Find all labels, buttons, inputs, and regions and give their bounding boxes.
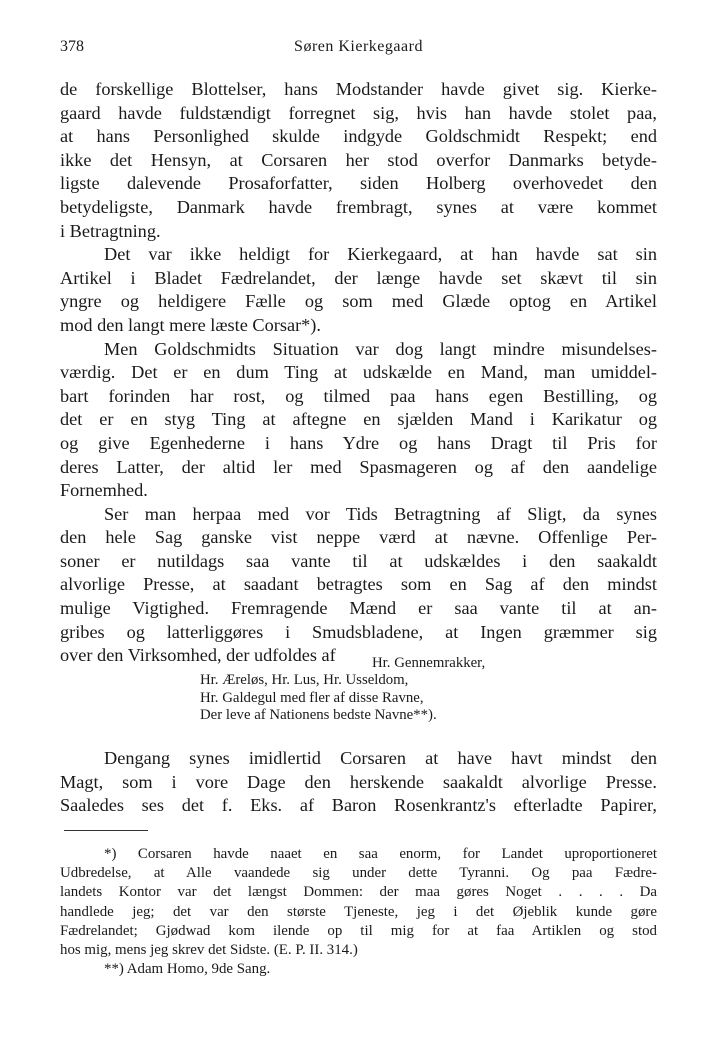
verse-line: Hr. Gennemrakker, xyxy=(372,655,486,671)
text-line: Dengang synes imidlertid Corsaren at have havt mindst den xyxy=(104,748,657,768)
footnote-line: Udbredelse, at Alle vaandede sig under dette Tyranni. Og paa Fædre- xyxy=(60,865,657,882)
text-line: yngre og heldigere Fælle og som med Glæde optog en Artikel xyxy=(60,291,657,312)
text-line: Det var ikke heldigt for Kierkegaard, at han havde sat sin xyxy=(104,244,657,265)
text-line: at hans Personlighed skulde indgyde Goldschmidt Respekt; end xyxy=(60,126,657,147)
text-line: Fornemhed. xyxy=(60,480,148,501)
footnote-line: landets Kontor var det længst Dommen: der maa gøres Noget . . . . Da xyxy=(60,884,657,901)
text-line: værdig. Det er en dum Ting at udskælde en Mand, man umiddel- xyxy=(60,362,657,383)
footnotes xyxy=(60,845,657,979)
text-line: ligste dalevende Prosaforfatter, siden Holberg overhovedet den xyxy=(60,173,657,194)
footnote-line: Fædrelandet; Gjødwad kom ilende op til mig for at faa Artiklen og stod xyxy=(60,922,657,939)
verse-quote xyxy=(200,655,540,725)
text-line: Ser man herpaa med vor Tids Betragtning af Sligt, da synes xyxy=(104,503,657,524)
text-line: bart forinden har rost, og tilmed paa hans egen Bestilling, og xyxy=(60,385,657,406)
page-header xyxy=(60,38,657,62)
main-text xyxy=(60,78,657,668)
text-line: ikke det Hensyn, at Corsaren her stod overfor Danmarks betyde- xyxy=(60,149,657,170)
text-line: den hele Sag ganske vist neppe værd at nævne. Offenlige Per- xyxy=(60,527,657,548)
text-line: gribes og latterliggøres i Smudsbladene, at Ingen græmmer sig xyxy=(60,621,657,642)
text-line: Saaledes ses det f. Eks. af Baron Rosenkrantz's efterladte Papirer, xyxy=(60,795,657,816)
text-line: i Betragtning. xyxy=(60,220,161,241)
text-line: mod den langt mere læste Corsar*). xyxy=(60,314,321,335)
verse-line: Der leve af Nationens bedste Navne**). xyxy=(200,707,437,724)
text-line: det er en styg Ting at aftegne en sjælden Mand i Karikatur og xyxy=(60,409,657,430)
text-line: soner er nutildags saa vante til at udskældes i den saakaldt xyxy=(60,550,657,571)
footnote-line: *) Corsaren havde naaet en saa enorm, for Landet uproportioneret xyxy=(104,846,657,862)
text-line: alvorlige Presse, at saadant betragtes som en Sag af den mindst xyxy=(60,574,657,595)
text-line: Men Goldschmidts Situation var dog langt mindre misundelses- xyxy=(104,338,657,359)
text-line: gaard havde fuldstændigt forregnet sig, hvis han havde stolet paa, xyxy=(60,102,657,123)
footnote-line: hos mig, mens jeg skrev det Sidste. (E. P. II. 314.) xyxy=(60,941,358,958)
text-line: betydeligste, Danmark havde frembragt, synes at være kommet xyxy=(60,196,657,217)
footnote-line: **) Adam Homo, 9de Sang. xyxy=(104,961,271,978)
running-title: Søren Kierkegaard xyxy=(294,38,423,55)
page-number: 378 xyxy=(60,38,84,55)
text-line: de forskellige Blottelser, hans Modstander havde givet sig. Kierke- xyxy=(60,79,657,99)
text-line: mulige Vigtighed. Fremragende Mænd er saa vante til at an- xyxy=(60,598,657,619)
verse-line: Hr. Galdegul med fler af disse Ravne, xyxy=(200,689,424,706)
text-line: Artikel i Bladet Fædrelandet, der længe havde set skævt til sin xyxy=(60,267,657,288)
footnote-line: handlede jeg; det var den største Tjeneste, jeg i det Øjeblik kunde gøre xyxy=(60,903,657,920)
footnote-divider xyxy=(64,830,148,831)
text-line: Magt, som i vore Dage den herskende saakaldt alvorlige Presse. xyxy=(60,771,657,792)
continuation-paragraph xyxy=(60,747,657,818)
text-line: deres Latter, der altid ler med Spasmageren og af den aandelige xyxy=(60,456,657,477)
text-line: og give Egenhederne i hans Ydre og hans Dragt til Pris for xyxy=(60,432,657,453)
verse-line: Hr. Æreløs, Hr. Lus, Hr. Usseldom, xyxy=(200,672,409,689)
text-line: over den Virksomhed, der udfoldes af xyxy=(60,645,336,666)
